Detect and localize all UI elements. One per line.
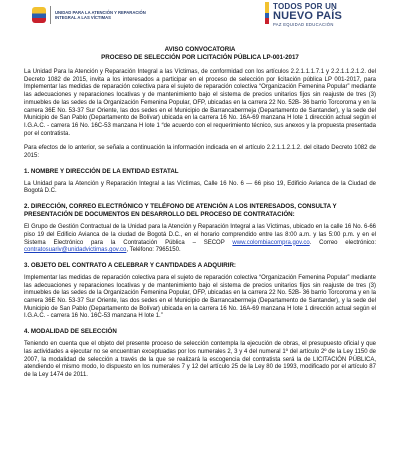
- document-body: [24, 46, 376, 380]
- colombiacompra-link[interactable]: www.colombiacompra.gov.co: [232, 239, 310, 246]
- section-3-heading: 3. OBJETO DEL CONTRATO A CELEBRAR Y CANTIDADES A ADQUIRIR:: [24, 261, 236, 269]
- flag-icon: [265, 2, 269, 24]
- government-slogan-logo: [265, 2, 375, 28]
- document-title: AVISO CONVOCATORIA: [164, 46, 236, 53]
- section-1-text: La Unidad para la Atención y Reparación Integral a las Víctimas, Calle 16 No. 6 — 66 piso 19, Edificio Avianca de la Ciudad de Bogotá D.C.: [24, 180, 376, 195]
- slogan-line-3: PAZ EQUIDAD EDUCACIÓN: [273, 22, 334, 27]
- intro-paragraph: La Unidad Para la Atención y Reparación Integral a las Víctimas, de conformidad con los artículos 2.2.1.1.1.7.1 y 2.2.1.1.2.1.2. del Decreto 1082 de 2015, invita a los interesados a participar en el proceso de selección por licitación pública LP 001-2017, para Implementar las medidas de reparación colectiva para el sujeto de reparación colectiva “Organización Femenina Popular” mediante las adecuaciones y reparaciones locativas y de mantenimiento bajo el sistema de precios unitarios fijos sin reajuste de tres (3) inmuebles de las sedes de la Organización Femenina Popular, OFP, ubicadas en la carrera 22 No. 52B- 36 barrio Torcoroma y en la carrera 36E No. 53-37 Sur Oriente, las dos sedes en el Municipio de Barrancabermeja (Departamento de Santander), y la sede del Municipio de San Pablo (Departamento de Bolívar) ubicada en la carrera 16 No. 16A-69 manzana H lote 1 dirección actual según el I.G.A.C. - carrera 16 No. 16C-53 manzana H lote 1 “de acuerdo con el requerimiento técnico, sus anexos y la propuesta presentada por el contratista.: [24, 69, 376, 137]
- section-2-text-b: . Correo electrónico:: [309, 239, 376, 246]
- section-2-text-c: , Teléfono: 7965150.: [126, 247, 181, 254]
- section-2-text-a: El Grupo de Gestión Contractual de la Unidad para la Atención y Reparación Integral a las Víctimas, ubicado en la calle 16 No. 6-66 piso 19 del Edificio Avianca de la ciudad de Bogotá D.C., en el horario comprendido entre las 8:00 a.m. y las 5:00 p.m. y en el Sistema Electrónico para la Contratación Pública – SECOP: [24, 224, 376, 246]
- section-1-heading: 1. NOMBRE Y DIRECCIÓN DE LA ENTIDAD ESTATAL: [24, 167, 179, 175]
- para-efectos-paragraph: Para efectos de lo anterior, se señala a continuación la información indicada en el artículo 2.2.1.1.2.1.2. del citado Decreto 1082 de 2015:: [24, 145, 376, 160]
- logo-divider: [50, 6, 51, 24]
- section-4-heading: 4. MODALIDAD DE SELECCIÓN: [24, 328, 117, 336]
- section-2-text: [24, 224, 376, 255]
- section-2-heading: 2. DIRECCIÓN, CORREO ELECTRÓNICO Y TELÉFONO DE ATENCIÓN A LOS INTERESADOS, CONSULTA Y PRESENTACIÓN DE DOCUMENTOS EN DESARROLLO DEL PROCESO DE CONTRATACIÓN:: [24, 203, 337, 219]
- section-3-text: Implementar las medidas de reparación colectiva para el sujeto de reparación colectiva “Organización Femenina Popular” mediante las adecuaciones y reparaciones locativas y de mantenimiento bajo el sistema de precios unitarios fijos sin reajuste de tres (3) inmuebles de las sedes de la Organización Femenina Popular, OFP, ubicadas en la carrera 22 No. 52B- 36 barrio Torcoroma y en la carrera 36E No. 53-37 Sur Oriente, las dos sedes en el Municipio de Barrancabermeja (Departamento de Santander), y la sede del Municipio de San Pablo (Departamento de Bolívar) ubicada en la carrera 16 No. 16A-69 manzana H lote 1 dirección actual según el I.G.A.C. - carrera 16 No. 16C-53 manzana H lote 1.”: [24, 274, 376, 320]
- coat-of-arms-icon: [32, 7, 46, 23]
- slogan-line-2: NUEVO PAÍS: [273, 10, 343, 22]
- email-link[interactable]: contratosuariv@unidadvictimas.gov.co: [24, 247, 127, 254]
- section-4-text: Teniendo en cuenta que el objeto del presente proceso de selección contempla la ejecución de obras, el presupuesto oficial y que las actividades a ejecutar no se encuentran exceptuadas por los numerales 2, 3 y 4 del numeral 1º del artículo 2º de la Ley 1150 de 2007, la modalidad de selección a través de la que se realizará la escogencia del contratista será la de LICITACIÓN PÚBLICA, atendiendo el mismo modo, lo dispuesto en los numerales 7 y 12 del artículo 25 de la Ley 80 de 1993, modificado por el artículo 87 de la Ley 1474 de 2011.: [24, 341, 376, 378]
- slogan-line-1: TODOS POR UN: [273, 2, 338, 11]
- document-subtitle: PROCESO DE SELECCIÓN POR LICITACIÓN PÚBLICA LP-001-2017: [101, 54, 299, 61]
- unit-logo: [32, 4, 172, 26]
- unit-logo-text: UNIDAD PARA LA ATENCIÓN Y REPARACIÓN INTEGRAL A LAS VÍCTIMAS: [55, 10, 146, 20]
